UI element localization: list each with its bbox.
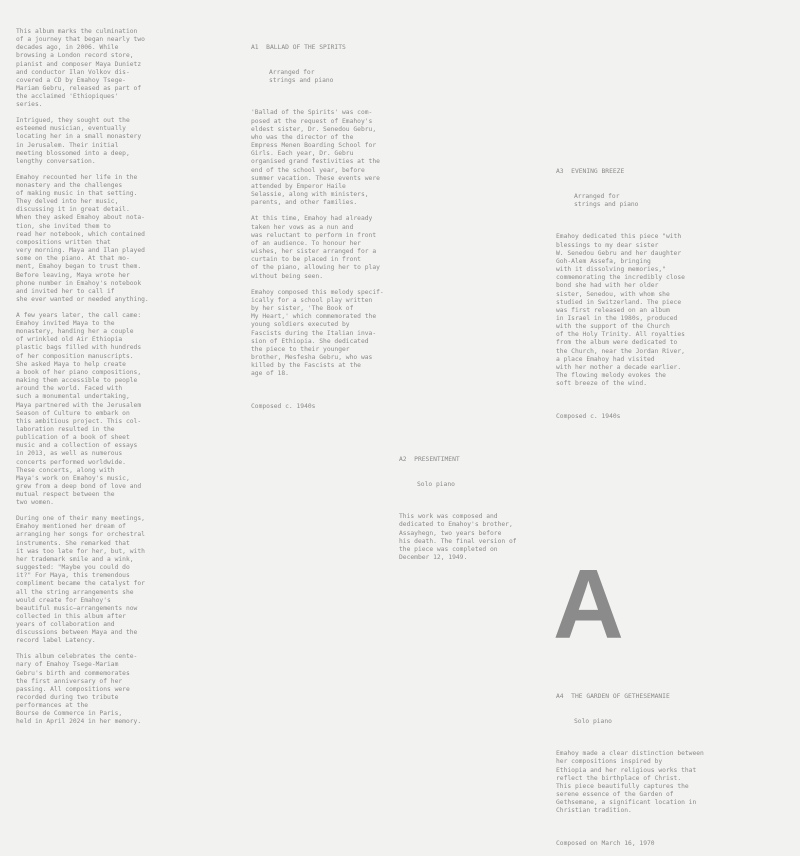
track-subtitle: Arranged for strings and piano: [269, 68, 334, 84]
track-subtitle: Solo piano: [417, 480, 455, 488]
track-subtitle: Arranged for strings and piano: [574, 192, 639, 208]
liner-notes-paragraph: This album marks the culmination of a journey that began nearly two decades ago, in 2006. While browsing a London record store, pianist and composer Maya Dunietz and conductor Ilan Volkov dis- covered a CD by Emahoy Tsege- Mariam Gebru, released as part of the acclaimed 'Ethiopiques' series.: [16, 28, 145, 109]
side-letter: A: [553, 549, 624, 659]
track-a1: [251, 28, 411, 419]
liner-notes-paragraph: During one of their many meetings, Emahoy mentioned her dream of arranging her songs for orchestral instruments. She remarked that it was too late for her, but, with her trademark smile and a wink, suggested: "Maybe you could do it?" For Maya, this tremendous compliment became the catalyst for all the string arrangements she would create for Emahoy's beautiful music—arrangements now collected in this album after years of collaboration and discussions between Maya and the record label Latency.: [16, 515, 145, 645]
track-title: A1 BALLAD OF THE SPIRITS: [251, 44, 346, 52]
liner-notes-paragraph: Intrigued, they sought out the esteemed musician, eventually locating her in a small monastery in Jerusalem. Their initial meeting blossomed into a deep, lengthy conversation.: [16, 117, 142, 165]
track-title: A3 EVENING BREEZE: [556, 168, 625, 176]
track-a2: [399, 440, 549, 570]
track-notes: Emahoy dedicated this piece "with blessings to my dear sister W. Senedou Gebru and her daughter Goh-Alem Assefa, bringing with it dissolving memories," commemorating the incredibly close bond she had with her older sister, Senedou, with whom she studied in Switzerland. The piece was first released on an album in Israel in the 1980s, produced with the support of the Church of the Holy Trinity. All royalties from the album were dedicated to the Church, near the Jordan River, a place Emahoy had visited with her mother a decade earlier. The flowing melody evokes the soft breeze of the wind.: [556, 233, 685, 388]
track-notes: 'Ballad of the Spirits' was com- posed at the request of Emahoy's eldest sister, Dr. Senedou Gebru, who was the director of the Empress Menen Boarding School for Girls. Each year, Dr. Gebru organised grand festivities at the end of the school year, before summer vacation. These events were attended by Emperor Haile Selassie, along with ministers, parents, and other families. At this time, Emahoy had already taken her vows as a nun and was reluctant to perform in front of an audience. To honour her wishes, her sister arranged for a curtain to be placed in front of the piano, allowing her to play without being seen. Emahoy composed this melody specif- ically for a school play written by her sister, 'The Book of My Heart,' which commemorated the young soldiers executed by Fascists during the Italian inva- sion of Ethiopia. She dedicated the piece to their younger brother, Mesfesha Gebru, who was killed by the Fascists at the age of 18.: [251, 109, 384, 378]
track-subtitle: Solo piano: [574, 717, 612, 725]
track-a3: [556, 152, 736, 429]
liner-notes-column: [16, 28, 216, 734]
track-composed-date: Composed c. 1940s: [556, 412, 621, 420]
track-notes: This work was composed and dedicated to Emahoy's brother, Assayhegn, two years before his death. The final version of the piece was completed on December 12, 1949.: [399, 513, 517, 562]
liner-notes-paragraph: Emahoy recounted her life in the monastery and the challenges of making music in that setting. They delved into her music, discussing it in great detail. When they asked Emahoy about nota- tion, she invited them to read her notebook, which contained compositions written that very morning. Maya and Ilan played some on the piano. At that mo- ment, Emahoy began to trust them. Before leaving, Maya wrote her phone number in Emahoy's notebook and invited her to call if she ever wanted or needed anything.: [16, 173, 149, 304]
track-title: A4 THE GARDEN OF GETHESEMANIE: [556, 693, 670, 701]
liner-notes-paragraph: This album celebrates the cente- nary of Emahoy Tsege-Mariam Gebru's birth and commemorates the first anniversary of her passing. All compositions were recorded during two tribute performances at the Bourse de Commerce in Paris, held in April 2024 in her memory.: [16, 653, 142, 726]
track-notes: Emahoy made a clear distinction between her compositions inspired by Ethiopia and her religious works that reflect the birthplace of Christ. This piece beautifully captures the serene essence of the Garden of Gethsemane, a significant location in Christian tradition.: [556, 750, 704, 815]
track-composed-date: Composed on March 16, 1970: [556, 839, 655, 847]
track-a4: [556, 677, 776, 856]
track-title: A2 PRESENTIMENT: [399, 456, 460, 464]
liner-notes-paragraph: A few years later, the call came: Emahoy invited Maya to the monastery, handing her a couple of wrinkled old Air Ethiopia plastic bags filled with hundreds of her composition manuscripts. She asked Maya to help create a book of her piano compositions, making them accessible to people around the world. Faced with such a monumental undertaking, Maya partnered with the Jerusalem Season of Culture to embark on this ambitious project. This col- laboration resulted in the publication of a book of sheet music and a collection of essays in 2013, as well as numerous concerts performed worldwide. These concerts, along with Maya's work on Emahoy's music, grew from a deep bond of love and mutual respect between the two women.: [16, 311, 142, 507]
track-composed-date: Composed c. 1940s: [251, 402, 316, 410]
